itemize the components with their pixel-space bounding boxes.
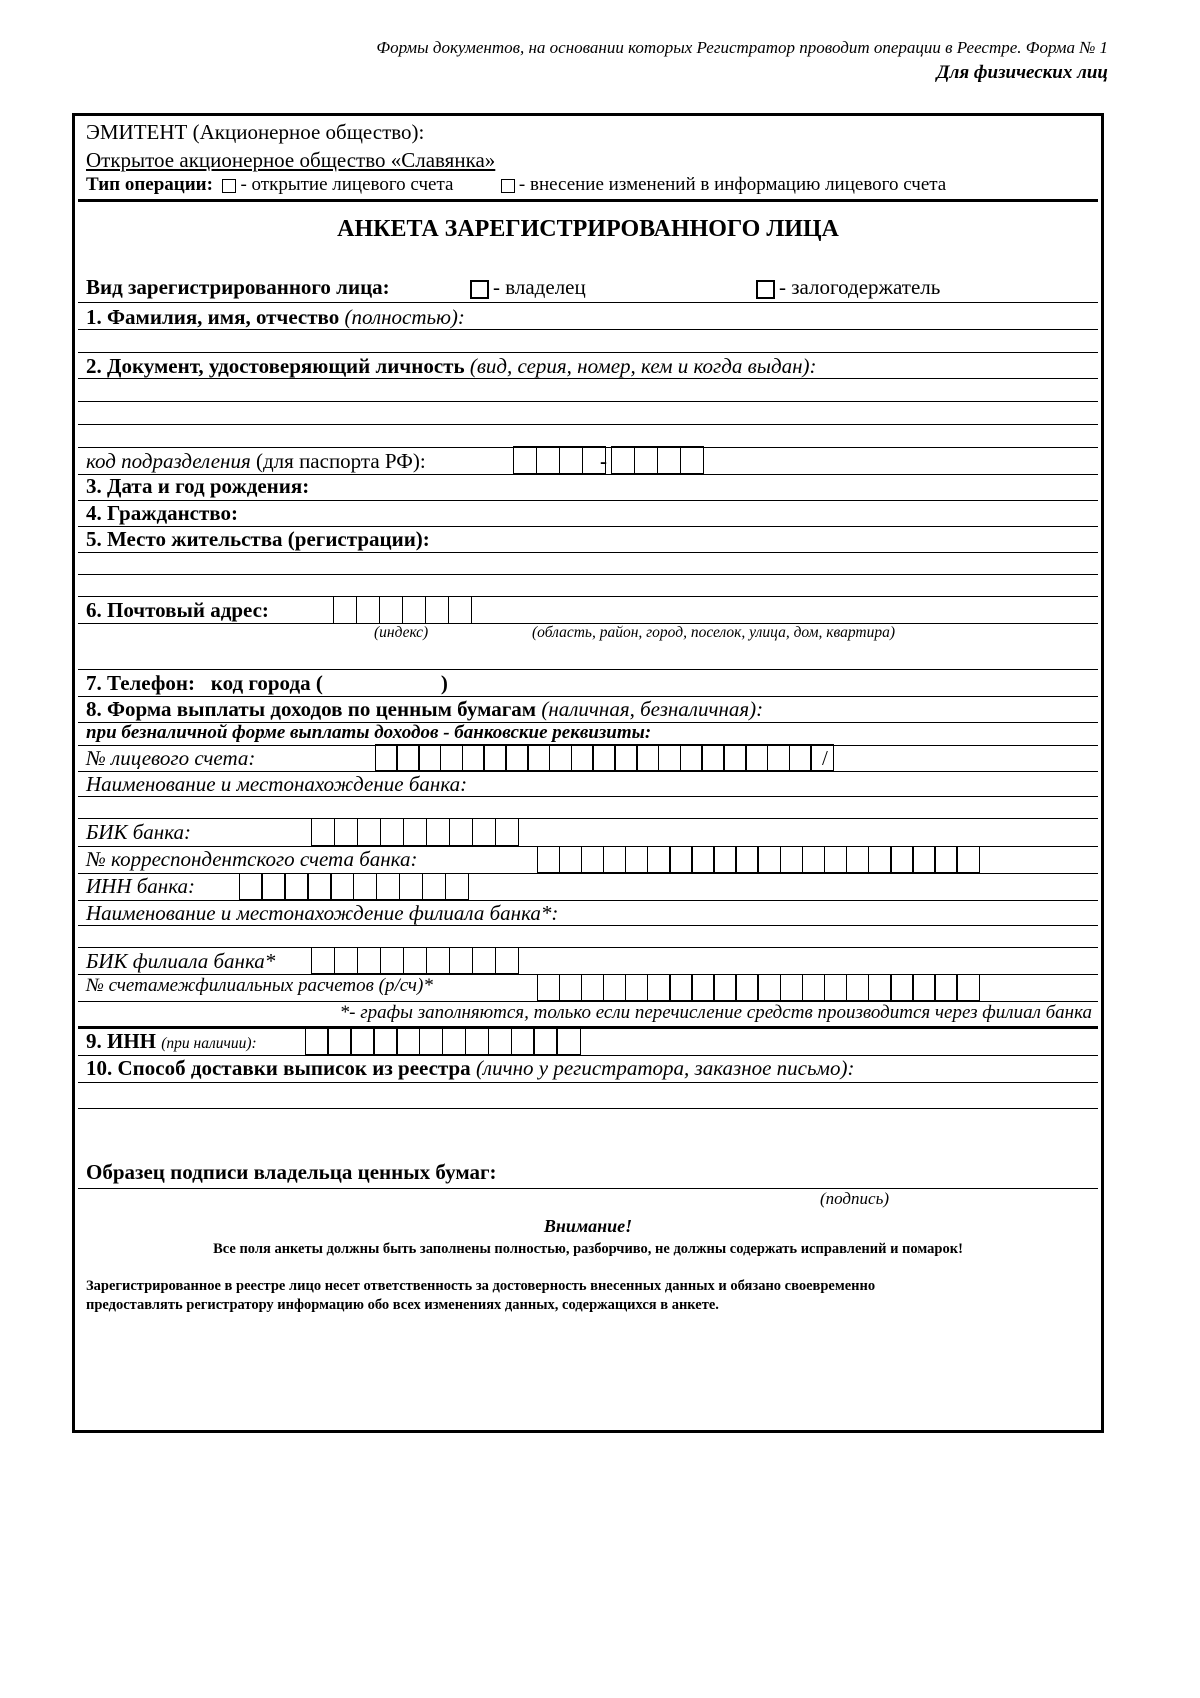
digit-cell[interactable] [425, 596, 450, 624]
bik-cells[interactable] [312, 818, 519, 846]
divider [78, 401, 1098, 402]
digit-cell[interactable] [581, 974, 605, 1001]
digit-cell[interactable] [634, 446, 659, 474]
digit-cell[interactable] [603, 846, 627, 873]
income-form-label [86, 697, 763, 722]
open-account-label: - открытие лицевого счета [240, 174, 454, 195]
digit-cell[interactable] [571, 744, 594, 771]
branch-name-label: Наименование и местонахождение филиала банка*: [86, 901, 559, 925]
interbranch-account-label: № счетамежфилиальных расчетов (р/сч)* [86, 975, 433, 996]
digit-cell[interactable] [559, 974, 583, 1001]
digit-cell[interactable] [559, 846, 583, 873]
digit-cell[interactable] [802, 846, 826, 873]
digit-cell[interactable] [350, 1027, 374, 1055]
signature-label: Образец подписи владельца ценных бумаг: [86, 1160, 497, 1184]
delivery-method-title: 10. Способ доставки выписок из реестра [86, 1056, 471, 1080]
digit-cell[interactable] [353, 873, 377, 900]
inn-title: 9. ИНН [86, 1029, 157, 1053]
digit-cell[interactable] [495, 818, 520, 846]
digit-cell[interactable] [912, 974, 936, 1001]
digit-cell[interactable] [846, 974, 870, 1001]
header-audience: Для физических лиц [936, 62, 1108, 83]
digit-cell[interactable] [472, 818, 497, 846]
person-type-label: Вид зарегистрированного лица: [86, 275, 390, 299]
digit-cell[interactable] [846, 846, 870, 873]
corr-account-label: № корреспондентского счета банка: [86, 847, 418, 871]
digit-cell[interactable] [373, 1027, 397, 1055]
header-form-caption: Формы документов, на основании которых Регистратор проводит операции в Реестре. Форма № 1 [376, 38, 1108, 57]
issuer-label: ЭМИТЕНТ (Акционерное общество): [86, 120, 425, 144]
open-account-checkbox[interactable] [222, 179, 236, 193]
postal-index-hint: (индекс) [374, 624, 429, 641]
unit-code-title: код подразделения [86, 449, 251, 473]
digit-cell[interactable] [533, 1027, 557, 1055]
digit-cell[interactable] [680, 744, 703, 771]
bik-label: БИК банка: [86, 820, 192, 844]
inn-cells[interactable] [306, 1027, 581, 1055]
digit-cell[interactable] [483, 744, 506, 771]
digit-cell[interactable] [305, 1027, 329, 1055]
operation-type-row [86, 174, 946, 196]
phone-title: 7. Телефон: [86, 671, 196, 695]
digit-cell[interactable] [735, 974, 759, 1001]
birth-date-label: 3. Дата и год рождения: [86, 474, 310, 498]
bank-name-label: Наименование и местонахождение банка: [86, 772, 468, 796]
digit-cell[interactable] [757, 846, 781, 873]
operation-type-label: Тип операции: [86, 174, 213, 195]
digit-cell[interactable] [603, 974, 627, 1001]
full-name-hint: (полностью): [344, 305, 465, 329]
unit-code-dash: - [600, 449, 607, 473]
divider [78, 818, 1098, 819]
divider [78, 329, 1098, 330]
digit-cell[interactable] [647, 846, 671, 873]
digit-cell[interactable] [556, 1027, 580, 1055]
divider [78, 596, 1098, 597]
digit-cell[interactable] [802, 974, 826, 1001]
divider [78, 552, 1098, 553]
digit-cell[interactable] [647, 974, 671, 1001]
digit-cell[interactable] [330, 873, 354, 900]
digit-cell[interactable] [691, 974, 715, 1001]
form-body [78, 116, 1098, 1435]
divider [78, 796, 1098, 797]
digit-cell[interactable] [357, 818, 382, 846]
digit-cell[interactable] [465, 1027, 489, 1055]
digit-cell[interactable] [636, 744, 659, 771]
phone-code-close: ) [440, 671, 448, 695]
digit-cell[interactable] [449, 947, 474, 974]
digit-cell[interactable] [511, 1027, 535, 1055]
signature-line [78, 1188, 1098, 1189]
digit-cell[interactable] [767, 744, 790, 771]
divider [78, 352, 1098, 353]
account-slash: / [822, 746, 828, 770]
digit-cell[interactable] [912, 846, 936, 873]
form-title: АНКЕТА ЗАРЕГИСТРИРОВАННОГО ЛИЦА [337, 216, 839, 242]
digit-cell[interactable] [890, 974, 914, 1001]
divider [78, 925, 1098, 926]
interbranch-account-cells[interactable] [538, 974, 980, 1001]
postal-index-cells[interactable] [334, 596, 472, 624]
inn-hint: (при наличии): [161, 1035, 257, 1052]
digit-cell[interactable] [657, 446, 682, 474]
corr-account-cells[interactable] [538, 846, 980, 873]
unit-code-cells-a[interactable] [514, 446, 606, 474]
digit-cell[interactable] [396, 1027, 420, 1055]
digit-cell[interactable] [333, 596, 358, 624]
branch-footnote: *- графы заполняются, только если перечисление средств производится через филиал банка [339, 1002, 1092, 1023]
digit-cell[interactable] [868, 846, 892, 873]
digit-cell[interactable] [426, 947, 451, 974]
digit-cell[interactable] [713, 846, 737, 873]
digit-cell[interactable] [311, 818, 336, 846]
phone-code-title: код города ( [210, 671, 323, 695]
digit-cell[interactable] [334, 947, 359, 974]
delivery-method-label [86, 1056, 854, 1081]
digit-cell[interactable] [735, 846, 759, 873]
branch-bik-label: БИК филиала банка* [86, 949, 276, 973]
digit-cell[interactable] [402, 596, 427, 624]
pledgee-checkbox[interactable] [756, 280, 775, 299]
citizenship-label: 4. Гражданство: [86, 501, 238, 525]
inn-bank-cells[interactable] [240, 873, 469, 900]
digit-cell[interactable] [890, 846, 914, 873]
digit-cell[interactable] [426, 818, 451, 846]
digit-cell[interactable] [934, 974, 958, 1001]
digit-cell[interactable] [658, 744, 681, 771]
digit-cell[interactable] [422, 873, 446, 900]
postal-address-label: 6. Почтовый адрес: [86, 598, 269, 622]
divider [78, 1108, 1098, 1109]
full-name-label [86, 305, 465, 330]
inn-bank-label: ИНН банка: [86, 874, 196, 898]
digit-cell[interactable] [592, 744, 615, 771]
digit-cell[interactable] [934, 846, 958, 873]
digit-cell[interactable] [357, 947, 382, 974]
digit-cell[interactable] [669, 846, 693, 873]
digit-cell[interactable] [611, 446, 636, 474]
digit-cell[interactable] [625, 974, 649, 1001]
digit-cell[interactable] [379, 596, 404, 624]
responsibility-note-1: Зарегистрированное в реестре лицо несет ответственность за достоверность внесенных данных и обязано своевременно [86, 1278, 876, 1294]
digit-cell[interactable] [713, 974, 737, 1001]
digit-cell[interactable] [396, 744, 419, 771]
digit-cell[interactable] [418, 744, 441, 771]
owner-label: - владелец [493, 275, 586, 299]
digit-cell[interactable] [745, 744, 768, 771]
digit-cell[interactable] [559, 446, 584, 474]
digit-cell[interactable] [380, 947, 405, 974]
form-frame [72, 113, 1104, 1433]
divider [78, 1082, 1098, 1083]
digit-cell[interactable] [680, 446, 705, 474]
digit-cell[interactable] [284, 873, 308, 900]
digit-cell[interactable] [701, 744, 724, 771]
digit-cell[interactable] [440, 744, 463, 771]
digit-cell[interactable] [757, 974, 781, 1001]
digit-cell[interactable] [449, 818, 474, 846]
residence-label: 5. Место жительства (регистрации): [86, 527, 430, 551]
account-number-label: № лицевого счета: [86, 746, 256, 770]
digit-cell[interactable] [537, 846, 561, 873]
unit-code-cells-b[interactable] [612, 446, 704, 474]
digit-cell[interactable] [789, 744, 812, 771]
digit-cell[interactable] [239, 873, 263, 900]
digit-cell[interactable] [311, 947, 336, 974]
owner-checkbox[interactable] [470, 280, 489, 299]
digit-cell[interactable] [780, 974, 804, 1001]
change-info-label: - внесение изменений в информацию лицевого счета [518, 174, 947, 195]
digit-cell[interactable] [375, 744, 398, 771]
delivery-method-hint: (лично у регистратора, заказное письмо): [475, 1056, 855, 1080]
digit-cell[interactable] [581, 846, 605, 873]
digit-cell[interactable] [488, 1027, 512, 1055]
divider [78, 947, 1098, 948]
signature-hint: (подпись) [820, 1189, 889, 1208]
income-form-title: 8. Форма выплаты доходов по ценным бумагам [86, 697, 537, 721]
postal-address-hint: (область, район, город, поселок, улица, дом, квартира) [532, 624, 896, 641]
digit-cell[interactable] [868, 974, 892, 1001]
divider [78, 302, 1098, 303]
divider [78, 669, 1098, 670]
responsibility-note-2: предоставлять регистратору информацию обо всех изменениях данных, содержащихся в анкете. [86, 1297, 719, 1313]
digit-cell[interactable] [723, 744, 746, 771]
digit-cell[interactable] [462, 744, 485, 771]
digit-cell[interactable] [537, 974, 561, 1001]
branch-bik-cells[interactable] [312, 947, 519, 974]
digit-cell[interactable] [956, 846, 980, 873]
identity-doc-title: 2. Документ, удостоверяющий личность [86, 354, 465, 378]
digit-cell[interactable] [549, 744, 572, 771]
digit-cell[interactable] [399, 873, 423, 900]
divider [78, 424, 1098, 425]
attention-heading: Внимание! [543, 1216, 633, 1236]
digit-cell[interactable] [780, 846, 804, 873]
digit-cell[interactable] [495, 947, 520, 974]
digit-cell[interactable] [403, 947, 428, 974]
digit-cell[interactable] [419, 1027, 443, 1055]
phone-label [86, 671, 448, 696]
digit-cell[interactable] [691, 846, 715, 873]
inn-label [86, 1029, 257, 1054]
identity-doc-label [86, 354, 816, 379]
divider [78, 199, 1098, 202]
pledgee-option [756, 275, 940, 300]
digit-cell[interactable] [356, 596, 381, 624]
digit-cell[interactable] [448, 596, 473, 624]
unit-code-hint: (для паспорта РФ): [256, 449, 426, 473]
account-number-cells[interactable] [376, 744, 834, 771]
digit-cell[interactable] [442, 1027, 466, 1055]
digit-cell[interactable] [536, 446, 561, 474]
pledgee-label: - залогодержатель [779, 275, 941, 299]
identity-doc-hint: (вид, серия, номер, кем и когда выдан): [469, 354, 817, 378]
digit-cell[interactable] [472, 947, 497, 974]
digit-cell[interactable] [625, 846, 649, 873]
digit-cell[interactable] [513, 446, 538, 474]
digit-cell[interactable] [376, 873, 400, 900]
divider [78, 574, 1098, 575]
digit-cell[interactable] [445, 873, 469, 900]
digit-cell[interactable] [307, 873, 331, 900]
divider [78, 378, 1098, 379]
digit-cell[interactable] [380, 818, 405, 846]
bank-details-heading: при безналичной форме выплаты доходов - банковские реквизиты: [86, 722, 652, 743]
digit-cell[interactable] [334, 818, 359, 846]
digit-cell[interactable] [327, 1027, 351, 1055]
digit-cell[interactable] [824, 846, 848, 873]
digit-cell[interactable] [669, 974, 693, 1001]
digit-cell[interactable] [956, 974, 980, 1001]
owner-option [470, 275, 586, 300]
digit-cell[interactable] [261, 873, 285, 900]
unit-code-label [86, 449, 426, 474]
digit-cell[interactable] [527, 744, 550, 771]
divider [78, 873, 1098, 874]
issuer-name: Открытое акционерное общество «Славянка» [86, 148, 496, 172]
full-name-title: 1. Фамилия, имя, отчество [86, 305, 340, 329]
fill-rule-note: Все поля анкеты должны быть заполнены полностью, разборчиво, не должны содержать исправлений и помарок! [213, 1241, 963, 1257]
digit-cell[interactable] [824, 974, 848, 1001]
digit-cell[interactable] [614, 744, 637, 771]
income-form-hint: (наличная, безналичная): [541, 697, 764, 721]
digit-cell[interactable] [505, 744, 528, 771]
change-info-checkbox[interactable] [501, 179, 515, 193]
digit-cell[interactable] [403, 818, 428, 846]
